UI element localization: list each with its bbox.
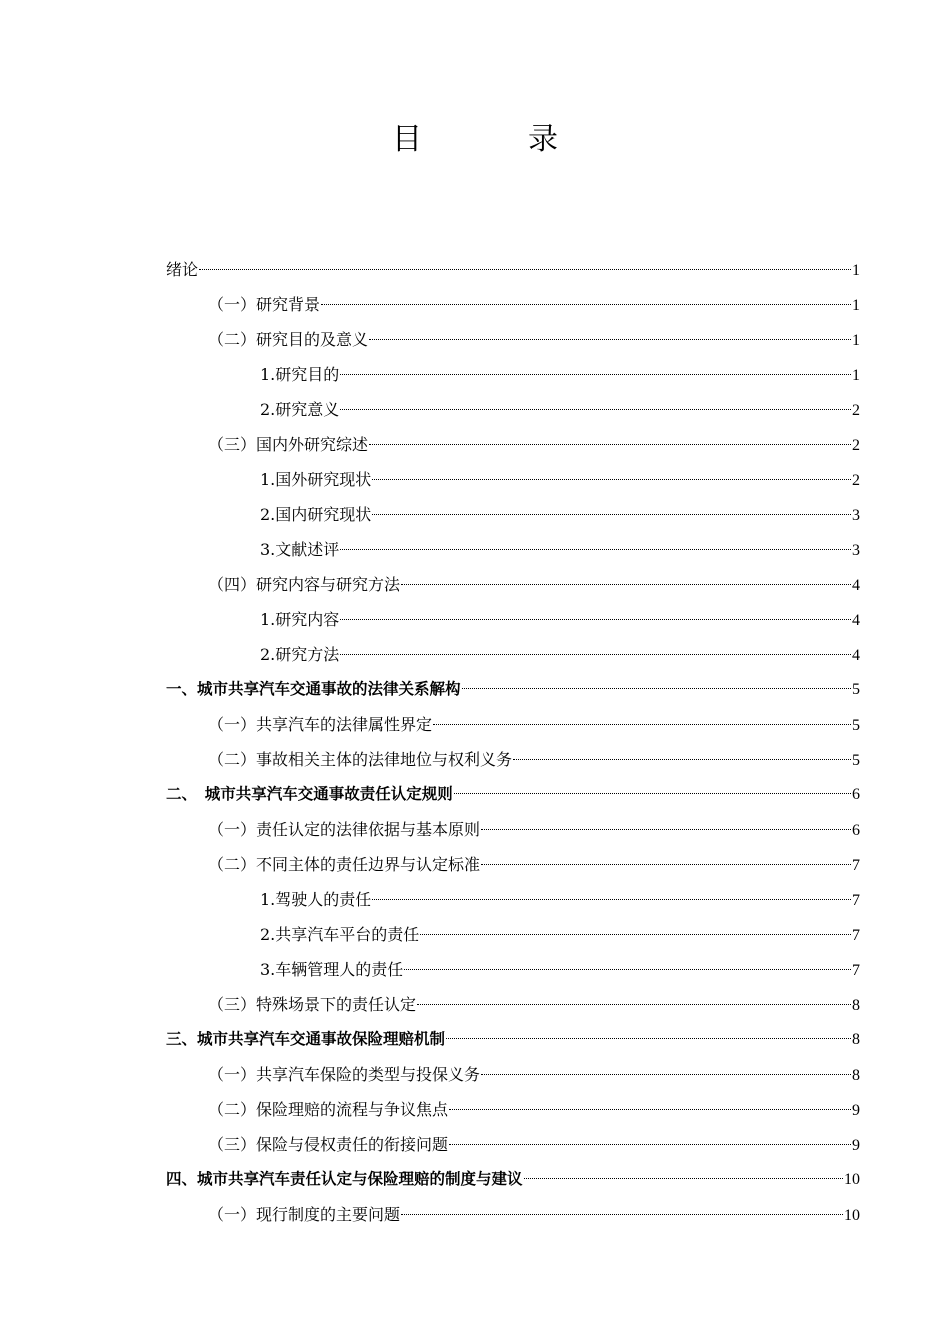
toc-entry[interactable] bbox=[166, 252, 860, 287]
toc-entry-title: （三）国内外研究综述 bbox=[208, 435, 369, 454]
toc-entry-page-number: 7 bbox=[852, 962, 860, 979]
toc-entry[interactable] bbox=[166, 742, 860, 777]
toc-entry-title: （一）共享汽车保险的类型与投保义务 bbox=[208, 1065, 481, 1084]
toc-entry-page-number: 5 bbox=[852, 752, 860, 769]
toc-entry[interactable] bbox=[166, 952, 860, 987]
toc-entry[interactable] bbox=[166, 532, 860, 567]
toc-entry-title: 3.车辆管理人的责任 bbox=[260, 960, 404, 979]
toc-entry-page-number: 9 bbox=[852, 1137, 860, 1154]
toc-entry-page-number: 10 bbox=[844, 1207, 860, 1224]
toc-entry-title: 1.驾驶人的责任 bbox=[260, 890, 372, 909]
toc-entry-page-number: 6 bbox=[852, 822, 860, 839]
toc-entry-title: 1.研究目的 bbox=[260, 365, 340, 384]
toc-entry-title: （二）不同主体的责任边界与认定标准 bbox=[208, 855, 481, 874]
toc-entry[interactable] bbox=[166, 392, 860, 427]
toc-entry-page-number: 2 bbox=[852, 472, 860, 489]
toc-dot-leader bbox=[454, 793, 851, 794]
toc-entry[interactable] bbox=[166, 1162, 860, 1197]
toc-entry-page-number: 8 bbox=[852, 1031, 860, 1048]
toc-entry-page-number: 8 bbox=[852, 1067, 860, 1084]
toc-entry[interactable] bbox=[166, 322, 860, 357]
toc-entry[interactable] bbox=[166, 497, 860, 532]
toc-dot-leader bbox=[481, 1074, 851, 1075]
toc-dot-leader bbox=[449, 1109, 851, 1110]
toc-entry-title: （二）保险理赔的流程与争议焦点 bbox=[208, 1100, 449, 1119]
toc-dot-leader bbox=[199, 269, 851, 270]
toc-dot-leader bbox=[321, 304, 851, 305]
toc-dot-leader bbox=[420, 934, 851, 935]
toc-entry-title: 2.共享汽车平台的责任 bbox=[260, 925, 420, 944]
toc-dot-leader bbox=[340, 619, 851, 620]
toc-entry[interactable] bbox=[166, 462, 860, 497]
toc-dot-leader bbox=[372, 899, 851, 900]
toc-entry-title: 2.研究方法 bbox=[260, 645, 340, 664]
toc-dot-leader bbox=[340, 549, 851, 550]
toc-entry[interactable] bbox=[166, 847, 860, 882]
toc-entry[interactable] bbox=[166, 707, 860, 742]
toc-entry-title: 2.研究意义 bbox=[260, 400, 340, 419]
toc-dot-leader bbox=[433, 724, 851, 725]
toc-entry-title: 四、城市共享汽车责任认定与保险理赔的制度与建议 bbox=[166, 1170, 523, 1188]
toc-dot-leader bbox=[481, 829, 851, 830]
toc-entry-page-number: 3 bbox=[852, 542, 860, 559]
toc-dot-leader bbox=[340, 374, 851, 375]
toc-entry-title: （一）共享汽车的法律属性界定 bbox=[208, 715, 433, 734]
toc-entry-page-number: 5 bbox=[852, 717, 860, 734]
toc-entry-title: （四）研究内容与研究方法 bbox=[208, 575, 401, 594]
toc-entry[interactable] bbox=[166, 427, 860, 462]
toc-entry-title: 2.国内研究现状 bbox=[260, 505, 372, 524]
toc-entry-title: （二）研究目的及意义 bbox=[208, 330, 369, 349]
toc-entry[interactable] bbox=[166, 812, 860, 847]
toc-entry-page-number: 7 bbox=[852, 857, 860, 874]
toc-entry-page-number: 5 bbox=[852, 681, 860, 698]
page-title: 目 录 bbox=[392, 122, 596, 157]
toc-entry[interactable] bbox=[166, 602, 860, 637]
toc-entry[interactable] bbox=[166, 1197, 860, 1232]
toc-entry-title: 绪论 bbox=[166, 260, 199, 279]
toc-entry[interactable] bbox=[166, 987, 860, 1022]
toc-entry-page-number: 4 bbox=[852, 612, 860, 629]
toc-entry-page-number: 4 bbox=[852, 647, 860, 664]
toc-entry[interactable] bbox=[166, 1127, 860, 1162]
toc-dot-leader bbox=[524, 1178, 843, 1179]
toc-entry-title: 3.文献述评 bbox=[260, 540, 340, 559]
toc-entry-page-number: 2 bbox=[852, 437, 860, 454]
toc-entry[interactable] bbox=[166, 287, 860, 322]
toc-entry-page-number: 10 bbox=[844, 1171, 860, 1188]
toc-entry-page-number: 1 bbox=[852, 297, 860, 314]
toc-dot-leader bbox=[417, 1004, 851, 1005]
toc-dot-leader bbox=[513, 759, 851, 760]
toc-dot-leader bbox=[401, 584, 851, 585]
toc-entry-title: （三）特殊场景下的责任认定 bbox=[208, 995, 417, 1014]
toc-entry-page-number: 6 bbox=[852, 786, 860, 803]
toc-dot-leader bbox=[369, 444, 851, 445]
toc-entry-title: （一）现行制度的主要问题 bbox=[208, 1205, 401, 1224]
toc-entry[interactable] bbox=[166, 917, 860, 952]
toc-dot-leader bbox=[340, 654, 851, 655]
toc-dot-leader bbox=[401, 1214, 843, 1215]
toc-dot-leader bbox=[369, 339, 851, 340]
toc-dot-leader bbox=[372, 514, 851, 515]
toc-entry[interactable] bbox=[166, 357, 860, 392]
toc-entry-page-number: 7 bbox=[852, 927, 860, 944]
toc-dot-leader bbox=[404, 969, 851, 970]
toc-entry-title: 二、 城市共享汽车交通事故责任认定规则 bbox=[166, 785, 453, 803]
toc-entry-title: 一、城市共享汽车交通事故的法律关系解构 bbox=[166, 680, 461, 698]
toc-entry-page-number: 4 bbox=[852, 577, 860, 594]
toc-entry-page-number: 3 bbox=[852, 507, 860, 524]
toc-entry-title: 三、城市共享汽车交通事故保险理赔机制 bbox=[166, 1030, 446, 1048]
toc-entry-title: （二）事故相关主体的法律地位与权利义务 bbox=[208, 750, 513, 769]
toc-entry-title: 1.国外研究现状 bbox=[260, 470, 372, 489]
toc-entry-page-number: 1 bbox=[852, 332, 860, 349]
toc-entry[interactable] bbox=[166, 1092, 860, 1127]
toc-entry[interactable] bbox=[166, 1022, 860, 1057]
toc-dot-leader bbox=[481, 864, 851, 865]
toc-entry[interactable] bbox=[166, 672, 860, 707]
toc-entry-title: （一）责任认定的法律依据与基本原则 bbox=[208, 820, 481, 839]
toc-entry[interactable] bbox=[166, 567, 860, 602]
toc-entry-title: （三）保险与侵权责任的衔接问题 bbox=[208, 1135, 449, 1154]
toc-dot-leader bbox=[340, 409, 851, 410]
table-of-contents bbox=[166, 252, 860, 1232]
toc-entry-title: 1.研究内容 bbox=[260, 610, 340, 629]
toc-entry-page-number: 1 bbox=[852, 262, 860, 279]
toc-dot-leader bbox=[446, 1038, 851, 1039]
toc-entry-page-number: 7 bbox=[852, 892, 860, 909]
toc-entry-page-number: 2 bbox=[852, 402, 860, 419]
toc-dot-leader bbox=[372, 479, 851, 480]
toc-entry[interactable] bbox=[166, 1057, 860, 1092]
toc-entry-page-number: 8 bbox=[852, 997, 860, 1014]
toc-entry[interactable] bbox=[166, 882, 860, 917]
toc-dot-leader bbox=[449, 1144, 851, 1145]
toc-entry-title: （一）研究背景 bbox=[208, 295, 321, 314]
toc-entry-page-number: 1 bbox=[852, 367, 860, 384]
toc-dot-leader bbox=[462, 688, 851, 689]
toc-entry[interactable] bbox=[166, 777, 860, 812]
toc-entry[interactable] bbox=[166, 637, 860, 672]
toc-entry-page-number: 9 bbox=[852, 1102, 860, 1119]
